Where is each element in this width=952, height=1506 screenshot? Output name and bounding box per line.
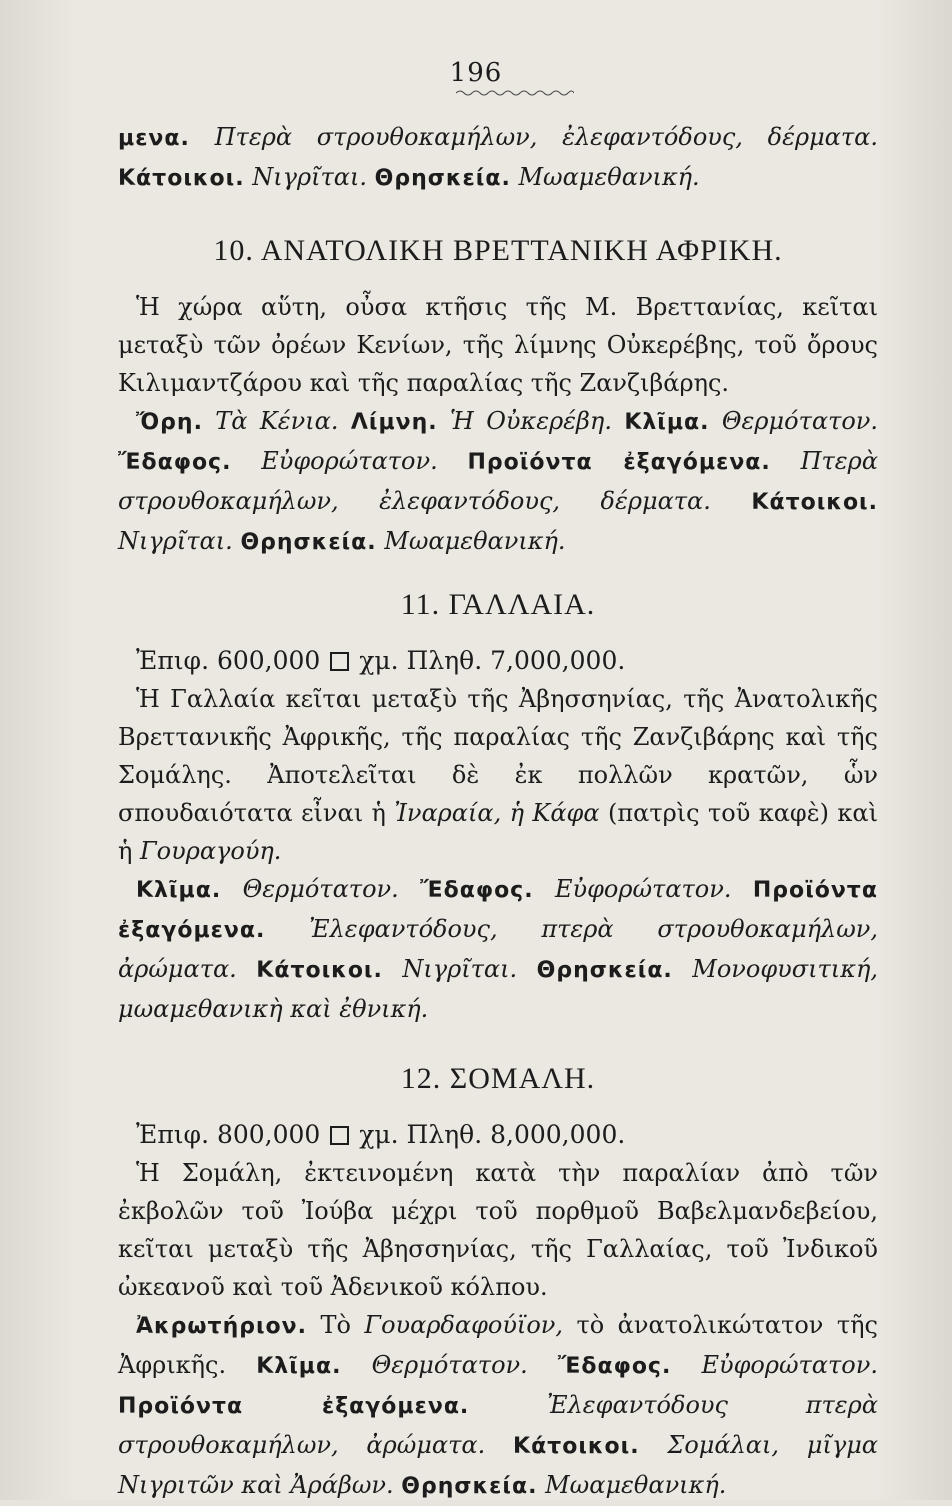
- italic-text: Νιγρῖται.: [252, 163, 367, 191]
- bold-term: Κάτοικοι.: [256, 958, 383, 983]
- section12-description: Ἡ Σομάλη, ἐκτεινομένη κατὰ τὴν παραλίαν ἀπὸ τῶν ἐκβολῶν τοῦ Ἰούβα μέχρι τοῦ πορθμοῦ Βαβελμανδεβείου, κεῖται μεταξὺ τῆς Ἀβησσηνίας, τῆς Γαλλαίας, τοῦ Ἰνδικοῦ ὠκεανοῦ καὶ τοῦ Ἀδενικοῦ κόλπου.: [118, 1159, 878, 1301]
- section-heading-12: 12. ΣΟΜΑΛΗ.: [400, 1062, 596, 1095]
- plain-text: Τὸ: [320, 1311, 351, 1339]
- italic-text: Γουραγούη.: [140, 837, 282, 865]
- section10-description: Ἡ χώρα αὕτη, οὖσα κτῆσις τῆς Μ. Βρεττανίας, κεῖται μεταξὺ τῶν ὀρέων Κενίων, τῆς λίμνης Οὐκερέβης, τοῦ ὄρους Κιλιμαντζάρου καὶ τῆς παραλίας τῆς Ζανζιβάρης.: [118, 293, 878, 397]
- intro-paragraph: [118, 118, 878, 198]
- section-heading-11: 11. ΓΑΛΛΑΙΑ.: [400, 588, 596, 621]
- bold-term: Κλῖμα.: [624, 410, 710, 435]
- bold-term: Θρησκεία.: [536, 958, 673, 983]
- bold-term: Θρησκεία.: [240, 530, 377, 555]
- italic-text: Μωαμεθανική.: [545, 1471, 727, 1499]
- italic-text: Πτερὰ στρουθοκαμήλων, ἐλεφαντόδους, δέρματα.: [214, 123, 878, 151]
- italic-text: Θερμότατον.: [721, 407, 879, 435]
- bold-term: Κλῖμα.: [256, 1354, 342, 1379]
- section-heading-10: 10. ΑΝΑΤΟΛΙΚΗ ΒΡΕΤΤΑΝΙΚΗ ΑΦΡΙΚΗ.: [213, 234, 783, 267]
- section12-stats: [118, 1116, 878, 1154]
- bold-term: Ἀκρωτήριον.: [136, 1314, 308, 1339]
- bold-term: Κάτοικοι.: [751, 490, 878, 515]
- area-value: Ἐπιφ. 800,000: [136, 1120, 321, 1149]
- plain-text: (πατρὶς τοῦ καφὲ) καὶ ἡ: [118, 799, 878, 865]
- bold-term: Κάτοικοι.: [513, 1434, 640, 1459]
- bold-term: Κάτοικοι.: [118, 166, 245, 191]
- plain-text: τὸ ἀνατολικώτατον τῆς Ἀφρικῆς.: [118, 1311, 878, 1379]
- section11-stats: [118, 642, 878, 680]
- italic-text: Τὰ Κένια.: [215, 407, 339, 435]
- italic-text: Ἐλεφαντόδους, πτερὰ στρουθοκαμήλων, ἀρώματα.: [118, 915, 878, 983]
- bold-term: Ἔδαφος.: [118, 450, 232, 475]
- italic-text: Εὐφορώτατον.: [261, 447, 438, 475]
- bold-term: Ἔδαφος.: [557, 1354, 672, 1379]
- bold-term: Ὄρη.: [136, 410, 203, 435]
- section12-facts: [118, 1306, 878, 1506]
- bold-term: Ἔδαφος.: [420, 878, 534, 903]
- page-number: 196: [449, 58, 503, 88]
- section11-description: [118, 680, 878, 870]
- italic-text: Ἰναραία, ἡ Κάφα: [394, 799, 600, 827]
- italic-text: Σομάλαι, μῖγμα Νιγριτῶν καὶ Ἀράβων.: [118, 1431, 878, 1499]
- section11-facts: [118, 870, 878, 1028]
- square-symbol-icon: [330, 652, 349, 671]
- wavy-ornament: [456, 88, 574, 98]
- italic-text: Ἡ Οὐκερέβη.: [450, 407, 612, 435]
- italic-text: Εὐφορώτατον.: [554, 875, 732, 903]
- italic-text: Μωαμεθανική.: [518, 163, 700, 191]
- bold-term: Λίμνη.: [350, 410, 438, 435]
- italic-text: Γουαρδαφούϊον,: [364, 1311, 564, 1339]
- bold-term: Προϊόντα ἐξαγόμενα.: [118, 1394, 470, 1419]
- italic-text: Θερμότατον.: [371, 1351, 528, 1379]
- italic-text: Ἐλεφαντόδους πτερὰ στρουθοκαμήλων, ἀρώματα.: [118, 1391, 878, 1459]
- bold-term: Προϊόντα ἐξαγόμενα.: [467, 450, 771, 475]
- bold-term: Θρησκεία.: [374, 166, 511, 191]
- area-value: Ἐπιφ. 600,000: [136, 646, 321, 675]
- italic-text: Θερμότατον.: [242, 875, 399, 903]
- italic-text: Εὐφορώτατον.: [701, 1351, 878, 1379]
- page-text: [118, 118, 878, 1506]
- population-value: χμ. Πληθ. 7,000,000.: [359, 646, 626, 675]
- italic-text: Μονοφυσιτική, μωαμεθανικὴ καὶ ἐθνική.: [118, 955, 878, 1023]
- italic-text: Νιγρῖται.: [402, 955, 518, 983]
- section10-facts: [118, 402, 878, 562]
- bold-term: Θρησκεία.: [401, 1474, 538, 1499]
- italic-text: Νιγρῖται.: [118, 527, 233, 555]
- square-symbol-icon: [330, 1126, 349, 1145]
- population-value: χμ. Πληθ. 8,000,000.: [359, 1120, 626, 1149]
- bold-term: Κλῖμα.: [136, 878, 222, 903]
- bold-term: μενα.: [118, 126, 190, 151]
- italic-text: Μωαμεθανική.: [384, 527, 566, 555]
- italic-text: Πτερὰ στρουθοκαμήλων, ἐλεφαντόδους, δέρματα.: [118, 447, 878, 515]
- plain-text: Ἡ Γαλλαία κεῖται μεταξὺ τῆς Ἀβησσηνίας, τῆς Ἀνατολικῆς Βρεττανικῆς Ἀφρικῆς, τῆς παραλίας τῆς Ζανζιβάρης καὶ τῆς Σομάλης. Ἀποτελεῖται δὲ ἐκ πολλῶν κρατῶν, ὧν σπουδαιότατα εἶναι ἡ: [118, 685, 878, 827]
- bold-term: Προϊόντα ἐξαγόμενα.: [118, 878, 878, 943]
